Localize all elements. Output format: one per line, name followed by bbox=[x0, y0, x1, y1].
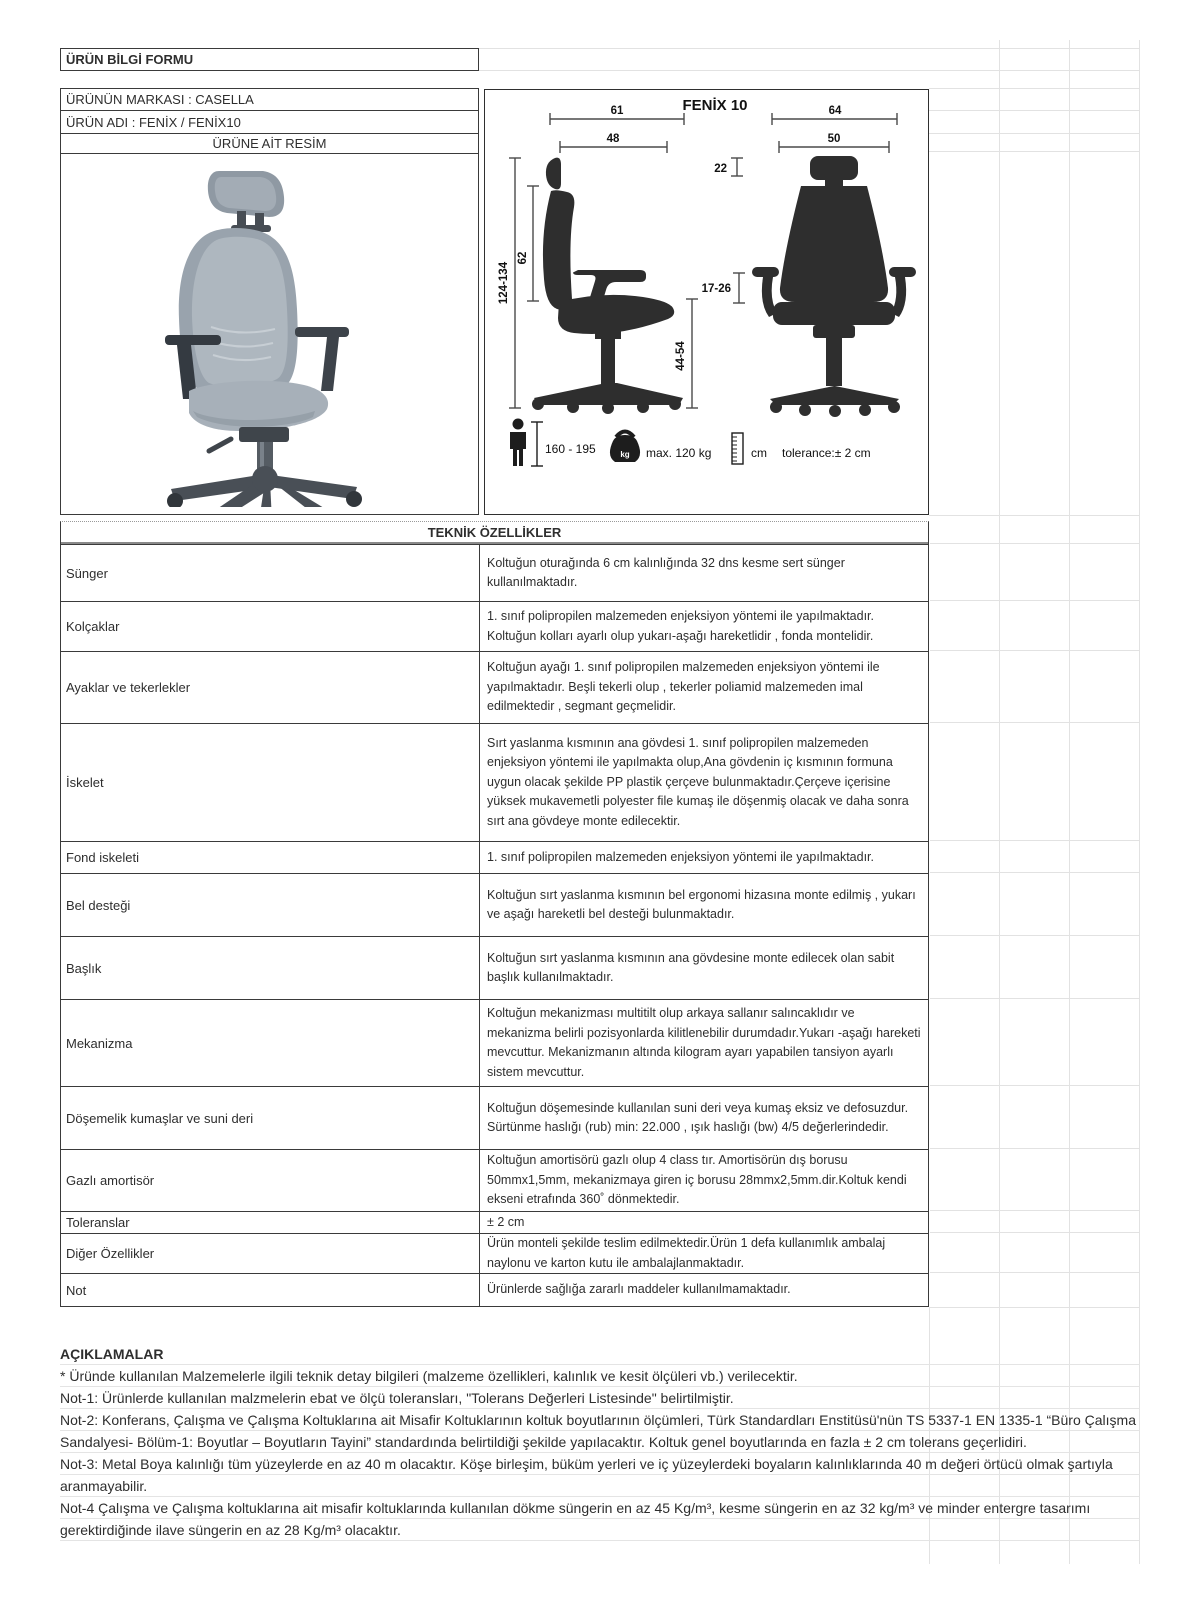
notes-section bbox=[60, 1343, 1140, 1541]
svg-text:124-134: 124-134 bbox=[498, 261, 510, 305]
note-line: Not-1: Ürünlerde kullanılan malzmelerin ebat ve ölçü toleransları, "Tolerans Değerleri Listesinde" belirtilmiştir. bbox=[60, 1390, 734, 1406]
product-name-row: ÜRÜN ADI : FENİX / FENİX10 bbox=[60, 110, 479, 134]
gridline-horizontal bbox=[930, 543, 1139, 544]
svg-text:44-54: 44-54 bbox=[675, 341, 687, 371]
gridline-horizontal bbox=[930, 1210, 1139, 1211]
brand-row: ÜRÜNÜN MARKASI : CASELLA bbox=[60, 88, 479, 111]
spec-row-ayaklar: Ayaklar ve tekerlekler Koltuğun ayağı 1. sınıf polipropilen malzemeden enjeksiyon yöntemi ile yapılmaktadır. Beşli tekerli olup , tekerler poliamid malzemeden imal edilmektedir , segmant geçmelidir. bbox=[61, 651, 928, 723]
spec-row-mekanizma: Mekanizma Koltuğun mekanizması multitilt olup arkaya sallanır salıncaklıdır ve mekanizma belirli pozisyonlarda kilitlenebilir durumdadır.Yukarı -aşağı hareketi mevcuttur. Mekanizmanın altında kilogram ayarı yapabilen tansiyon ayarlı sistem mevcuttur. bbox=[61, 999, 928, 1086]
gridline-horizontal bbox=[930, 1148, 1139, 1149]
svg-text:kg: kg bbox=[620, 450, 630, 459]
gridline-horizontal bbox=[479, 48, 1139, 49]
gridline-vertical bbox=[999, 40, 1000, 1564]
dimension-diagram-cell bbox=[484, 89, 929, 515]
ruler-icon bbox=[732, 433, 743, 464]
gridline-horizontal bbox=[929, 515, 1139, 516]
note-line: * Üründe kullanılan Malzemelerle ilgili teknik detay bilgileri (malzeme özellikleri, kalınlık ve kesit ölçüleri vb.) verilecektir. bbox=[60, 1368, 798, 1384]
spec-row-not: Not Ürünlerde sağlığa zararlı maddeler kullanılmamaktadır. bbox=[61, 1273, 928, 1306]
svg-text:61: 61 bbox=[610, 105, 624, 117]
person-icon bbox=[510, 419, 526, 467]
gridline-horizontal bbox=[929, 133, 1139, 134]
gridline-horizontal bbox=[479, 70, 1139, 71]
spec-row-gazli-amortisor: Gazlı amortisör Koltuğun amortisörü gazlı olup 4 class tır. Amortisörün dış borusu 50mmx1,5mm, mekanizmaya giren iç borusu 28mmx2,5mm.dir.Koltuk kendi ekseni etrafında 360˚ dönmektedir. bbox=[61, 1149, 928, 1211]
spec-row-toleranslar: Toleranslar ± 2 cm bbox=[61, 1211, 928, 1233]
gridline-horizontal bbox=[930, 935, 1139, 936]
gridline-horizontal bbox=[930, 1232, 1139, 1233]
svg-text:64: 64 bbox=[828, 105, 842, 117]
gridline-horizontal bbox=[930, 600, 1139, 601]
spec-row-sunger: Sünger Koltuğun oturağında 6 cm kalınlığında 32 dns kesme sert sünger kullanılmaktadır. bbox=[61, 544, 928, 601]
gridline-horizontal bbox=[930, 1272, 1139, 1273]
form-title: ÜRÜN BİLGİ FORMU bbox=[60, 48, 479, 71]
svg-text:50: 50 bbox=[827, 133, 841, 145]
spec-row-bel-destegi: Bel desteği Koltuğun sırt yaslanma kısmının bel ergonomi hizasına monte edilmiş , yukarı ve aşağı hareketli bel desteği bulunmaktadır. bbox=[61, 873, 928, 936]
spec-row-kolcaklar: Kolçaklar 1. sınıf polipropilen malzemeden enjeksiyon yöntemi ile yapılmaktadır. Koltuğun kolları ayarlı olup yukarı-aşağı hareketlidir , fonda montelidir. bbox=[61, 601, 928, 651]
notes-header: AÇIKLAMALAR bbox=[60, 1346, 164, 1362]
gridline-horizontal bbox=[930, 1307, 1139, 1308]
image-caption: ÜRÜNE AİT RESİM bbox=[61, 134, 478, 154]
unit-label: cm bbox=[751, 446, 767, 460]
tech-specs-table bbox=[60, 521, 929, 1307]
chair-side-silhouette bbox=[532, 158, 683, 414]
svg-text:22: 22 bbox=[714, 163, 727, 175]
chair-base bbox=[171, 466, 357, 507]
diagram-icons-row bbox=[510, 419, 871, 467]
gridline-horizontal bbox=[929, 110, 1139, 111]
note-line: Not-3: Metal Boya kalınlığı tüm yüzeylerde en az 40 m olacaktır. Köşe birleşim, büküm yerleri ve iç yüzeylerdeki boyaların kalınlıklarında 40 m değeri örtücü olmak şartıyla aranmayabilir. bbox=[60, 1456, 1113, 1494]
gridline-vertical bbox=[1139, 40, 1140, 1564]
person-range-label: 160 - 195 bbox=[545, 442, 596, 456]
dimension-diagram bbox=[485, 90, 928, 514]
person-height-line bbox=[531, 422, 543, 466]
gridline-vertical bbox=[1069, 40, 1070, 1564]
svg-text:48: 48 bbox=[606, 133, 620, 145]
product-photo-image bbox=[119, 159, 419, 507]
weight-icon bbox=[610, 432, 640, 463]
gridline-horizontal bbox=[930, 1085, 1139, 1086]
spec-row-iskelet: İskelet Sırt yaslanma kısmının ana gövdesi 1. sınıf polipropilen malzemeden enjeksiyon yöntemi ile yapılmakta olup,Ana gövdenin iç kısmının formuna uygun olacak şekilde PP plastik çerçeve bulunmaktadır.Çerçeve içerisine yüksek mukavemetli polyester file kumaş ile döşenmiş olacak ve daha sonra sırt ana gövdeye monte edilecektir. bbox=[61, 723, 928, 841]
tolerance-label: tolerance:± 2 cm bbox=[782, 446, 871, 460]
tech-specs-header: TEKNİK ÖZELLİKLER bbox=[61, 522, 928, 544]
spec-row-diger-ozellikler: Diğer Özellikler Ürün monteli şekilde teslim edilmektedir.Ürün 1 defa kullanımlık ambalaj naylonu ve karton kutu ile ambalajlanmaktadır. bbox=[61, 1233, 928, 1273]
diagram-title: FENİX 10 bbox=[682, 97, 748, 114]
chair-front-silhouette bbox=[752, 156, 916, 417]
gridline-horizontal bbox=[930, 722, 1139, 723]
gridline-horizontal bbox=[929, 88, 1139, 89]
gridline-horizontal bbox=[930, 650, 1139, 651]
svg-text:62: 62 bbox=[517, 251, 529, 265]
spec-row-fond-iskeleti: Fond iskeleti 1. sınıf polipropilen malzemeden enjeksiyon yöntemi ile yapılmaktadır. bbox=[61, 841, 928, 873]
max-weight-label: max. 120 kg bbox=[646, 446, 712, 460]
gridline-horizontal bbox=[930, 840, 1139, 841]
svg-text:17-26: 17-26 bbox=[701, 283, 731, 295]
spec-row-baslik: Başlık Koltuğun sırt yaslanma kısmının ana gövdesine monte edilecek olan sabit başlık kullanılmaktadır. bbox=[61, 936, 928, 999]
gridline-horizontal bbox=[929, 151, 1139, 152]
gridline-horizontal bbox=[930, 998, 1139, 999]
product-photo-cell bbox=[60, 133, 479, 515]
note-line: Not-2: Konferans, Çalışma ve Çalışma Koltuklarına ait Misafir Koltuklarının koltuk boyutlarının ölçümleri, Türk Standardları Enstitüsü'nün TS 5337-1 EN 1335-1 “Büro Çalışma Sandalyesi- Bölüm-1: Boyutlar – Boyutların Tayini” standardında belirtildiği şekilde yapılacaktır. Koltuk genel boyutlarında en fazla ± 2 cm tolerans geçerlidiri. bbox=[60, 1412, 1136, 1450]
side-view-dimensions bbox=[498, 105, 698, 408]
gridline-horizontal bbox=[930, 872, 1139, 873]
spec-row-dosemelik: Döşemelik kumaşlar ve suni deri Koltuğun döşemesinde kullanılan suni deri veya kumaş eksiz ve defosuzdur. Sürtünme haslığı (rub) min: 22.000 , ışık haslığı (bw) 4/5 değerlerindedir. bbox=[61, 1086, 928, 1149]
note-line: Not-4 Çalışma ve Çalışma koltuklarına ait misafir koltuklarında kullanılan dökme süngerin en az 45 Kg/m³, kesme süngerin en az 32 kg/m³ ve minder entergre tasarımı gerektirdiğinde ilave süngerin en az 28 Kg/m³ olacaktır. bbox=[60, 1500, 1091, 1538]
